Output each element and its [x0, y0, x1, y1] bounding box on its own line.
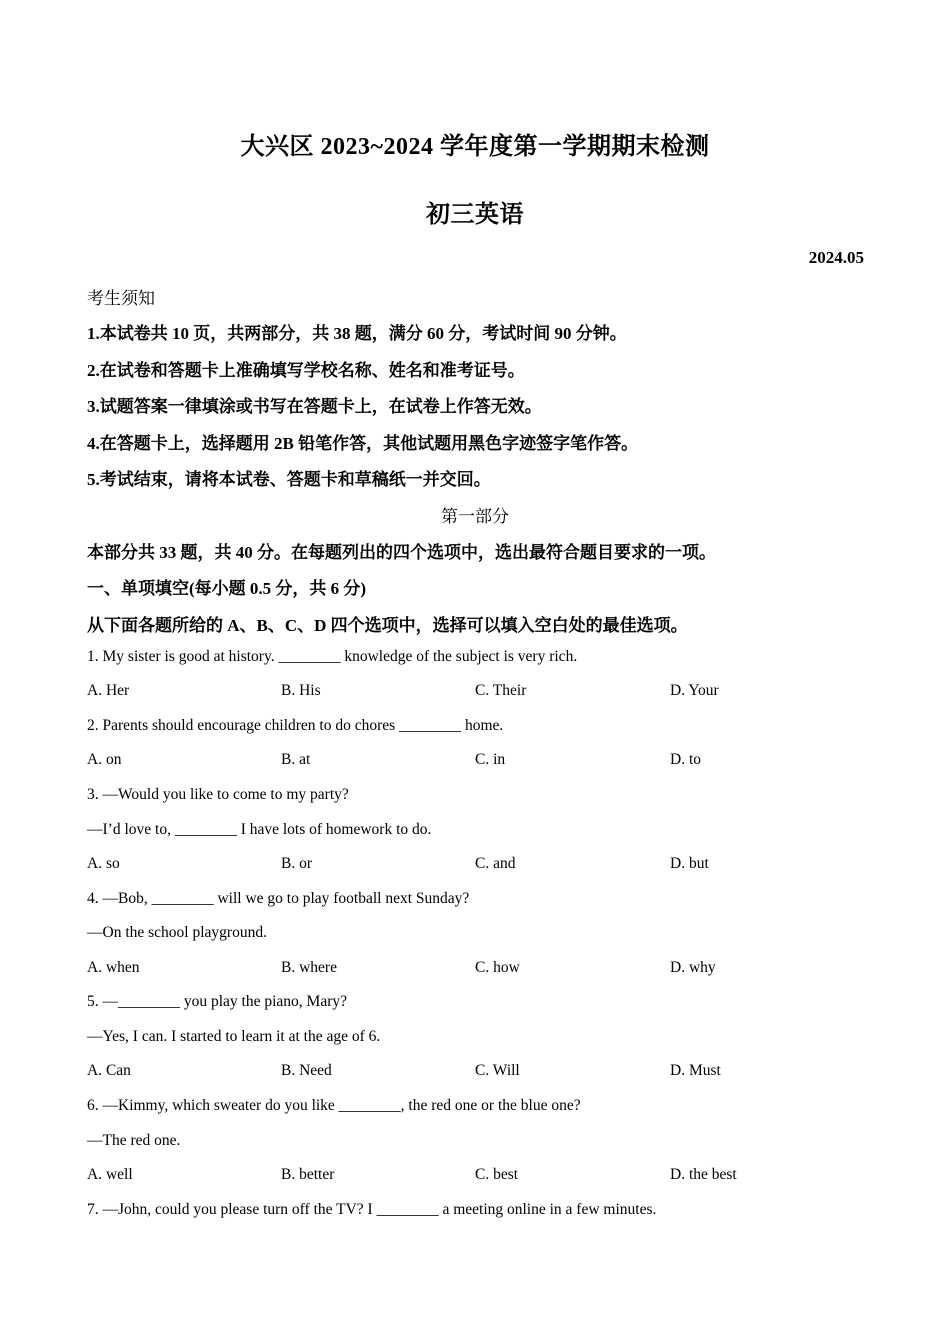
option-b[interactable]: B. Need — [281, 1062, 332, 1079]
exam-date: 2024.05 — [808, 248, 864, 267]
option-row — [87, 855, 867, 875]
notice-item: 3.试题答案一律填涂或书写在答题卡上，在试卷上作答无效。 — [87, 397, 542, 416]
notice-heading: 考生须知 — [87, 289, 155, 308]
option-b[interactable]: B. or — [281, 855, 312, 872]
question-stem: 1. My sister is good at history. ________ knowledge of the subject is very rich. — [87, 648, 578, 665]
question-stem: 7. —John, could you please turn off the TV? I ________ a meeting online in a few minutes. — [87, 1201, 657, 1218]
option-d[interactable]: D. to — [670, 751, 701, 768]
question-response: —The red one. — [87, 1132, 181, 1149]
option-d[interactable]: D. why — [670, 959, 716, 976]
option-b[interactable]: B. His — [281, 682, 321, 699]
option-a[interactable]: A. on — [87, 751, 122, 768]
page-title: 大兴区 2023~2024 学年度第一学期期末检测 — [240, 134, 710, 160]
option-d[interactable]: D. Must — [670, 1062, 721, 1079]
option-a[interactable]: A. Her — [87, 682, 130, 699]
notice-item: 1.本试卷共 10 页，共两部分，共 38 题，满分 60 分，考试时间 90 分钟。 — [87, 324, 627, 343]
question-stem: 5. —________ you play the piano, Mary? — [87, 993, 348, 1010]
page-subtitle: 初三英语 — [426, 202, 524, 228]
option-c[interactable]: C. how — [475, 959, 520, 976]
notice-item: 4.在答题卡上，选择题用 2B 铅笔作答，其他试题用黑色字迹签字笔作答。 — [87, 434, 639, 453]
option-row — [87, 1166, 867, 1186]
option-row — [87, 1062, 867, 1082]
option-a[interactable]: A. when — [87, 959, 140, 976]
question-stem: 2. Parents should encourage children to do chores ________ home. — [87, 717, 504, 734]
option-b[interactable]: B. better — [281, 1166, 335, 1183]
question-response: —Yes, I can. I started to learn it at the age of 6. — [87, 1028, 381, 1045]
part-intro: 本部分共 33 题，共 40 分。在每题列出的四个选项中，选出最符合题目要求的一项。 — [87, 543, 716, 562]
option-d[interactable]: D. Your — [670, 682, 719, 699]
question-stem: 4. —Bob, ________ will we go to play football next Sunday? — [87, 890, 470, 907]
question-stem: 6. —Kimmy, which sweater do you like ________, the red one or the blue one? — [87, 1097, 581, 1114]
option-row — [87, 959, 867, 979]
option-a[interactable]: A. well — [87, 1166, 133, 1183]
option-c[interactable]: C. in — [475, 751, 506, 768]
option-c[interactable]: C. and — [475, 855, 516, 872]
option-c[interactable]: C. Their — [475, 682, 527, 699]
option-d[interactable]: D. the best — [670, 1166, 737, 1183]
option-c[interactable]: C. Will — [475, 1062, 520, 1079]
option-c[interactable]: C. best — [475, 1166, 519, 1183]
option-row — [87, 682, 867, 702]
option-a[interactable]: A. so — [87, 855, 120, 872]
option-row — [87, 751, 867, 771]
part-heading: 第一部分 — [441, 507, 509, 526]
notice-item: 5.考试结束，请将本试卷、答题卡和草稿纸一并交回。 — [87, 470, 491, 489]
option-d[interactable]: D. but — [670, 855, 709, 872]
section-instruction: 从下面各题所给的 A、B、C、D 四个选项中，选择可以填入空白处的最佳选项。 — [87, 616, 688, 635]
option-a[interactable]: A. Can — [87, 1062, 131, 1079]
question-response: —On the school playground. — [87, 924, 267, 941]
section-title: 一、单项填空(每小题 0.5 分，共 6 分) — [87, 579, 367, 598]
question-stem: 3. —Would you like to come to my party? — [87, 786, 349, 803]
notice-item: 2.在试卷和答题卡上准确填写学校名称、姓名和准考证号。 — [87, 361, 525, 380]
option-b[interactable]: B. where — [281, 959, 337, 976]
option-b[interactable]: B. at — [281, 751, 311, 768]
question-response: —I’d love to, ________ I have lots of homework to do. — [87, 821, 432, 838]
